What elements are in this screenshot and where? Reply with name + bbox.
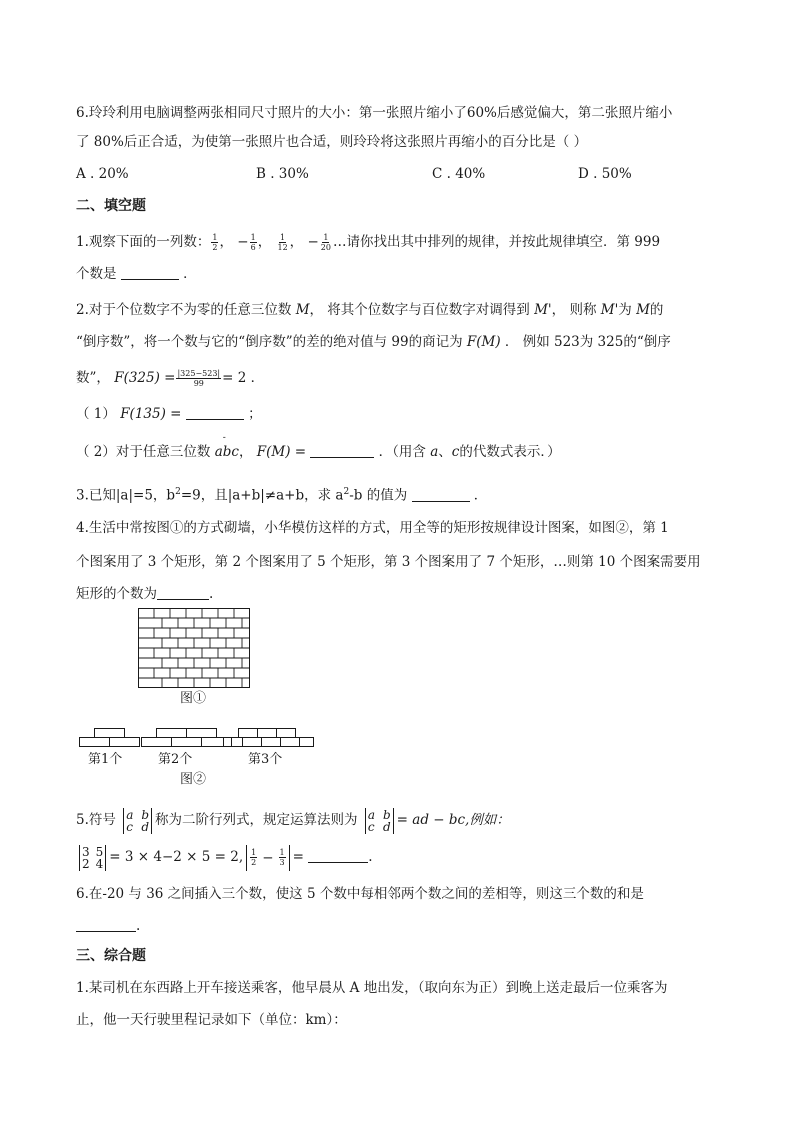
pattern1-brick <box>110 738 140 747</box>
fill1-line1: 1.观察下面的一列数： $\frac{1}{2}$ ， − $\frac{1}{6}$ ， $\frac{1}{12}$ ， − $\frac{1}{20}$ …请你找出其中排列的规律，并按此规律填空．第 999 <box>76 233 661 252</box>
pattern3-brick <box>262 738 281 747</box>
determinant-question: $\frac{1}{2}$ − $\frac{1}{3}$ <box>246 844 290 872</box>
fill1-suffix: …请你找出其中排列的规律，并按此规律填空．第 999 <box>332 234 661 250</box>
answer-blank[interactable] <box>412 487 470 502</box>
q6-line1: 6.玲玲利用电脑调整两张相同尺寸照片的大小：第一张照片缩小了60%后感觉偏大，第二张照片缩小 <box>76 105 673 121</box>
brick-patterns-figure <box>78 720 318 750</box>
q6-option-a[interactable]: A . 20% <box>76 166 129 182</box>
fill1-prefix: 1.观察下面的一列数： <box>76 234 211 250</box>
brick-wall-figure <box>138 608 250 688</box>
determinant-rule: a b c d <box>365 808 394 834</box>
fraction: $\frac{1}{20}$ <box>320 233 331 252</box>
pattern2-brick <box>202 738 232 747</box>
fraction: $\frac{1}{12}$ <box>277 233 288 252</box>
fig1-label: 图① <box>180 691 207 706</box>
pattern2-label: 第2个 <box>158 752 193 767</box>
pattern3-brick <box>300 738 314 747</box>
fraction: $\frac{1}{6}$ <box>250 233 256 252</box>
answer-blank[interactable] <box>121 265 179 280</box>
pattern3-brick <box>258 729 277 738</box>
answer-blank[interactable] <box>76 917 136 932</box>
section-heading-fill-in: 二、填空题 <box>76 198 146 214</box>
fill6-line1: 6.在-20 与 36 之间插入三个数，使这 5 个数中每相邻两个数之间的差相等，则这三个数的和是 <box>76 886 644 902</box>
pattern1-brick <box>80 738 110 747</box>
determinant-example: 3 5 2 4 <box>79 845 106 871</box>
pattern2-brick <box>157 729 187 738</box>
pattern3-brick <box>281 738 300 747</box>
pattern2-brick <box>172 738 202 747</box>
section-heading-comprehensive: 三、综合题 <box>76 948 146 964</box>
fill4-line1: 4.生活中常按图①的方式砌墙，小华模仿这样的方式，用全等的矩形按规律设计图案，如图②，第 1 <box>76 520 669 536</box>
fill2-sub1: （ 1） F(135) = ； <box>76 406 262 422</box>
pattern2-brick <box>187 729 217 738</box>
fill1-line2: 个数是 ． <box>76 266 197 282</box>
pattern3-label: 第3个 <box>248 752 283 767</box>
fill2-line2: “倒序数”，将一个数与它的“倒序数”的差的绝对值与 99的商记为 F(M) ． 例如 523为 325的“倒序 <box>76 334 671 350</box>
determinant-symbol: a b c d <box>123 808 152 834</box>
fill3-line: 3.已知|a|=5，$b^2=9$，且|a+b|≠a+b，求 $a^2-b$ 的值为 ． <box>76 487 488 504</box>
fig2-label: 图② <box>180 772 207 787</box>
fraction: $\frac{|325-523|}{99}$ <box>177 369 221 388</box>
pattern3-brick <box>277 729 296 738</box>
answer-blank[interactable] <box>308 848 368 863</box>
comp1-line1: 1.某司机在东西路上开车接送乘客，他早晨从 A 地出发，（取向东为正）到晚上送走最后一位乘客为 <box>76 980 668 996</box>
pattern3-brick <box>243 738 262 747</box>
pattern1-brick <box>95 729 125 738</box>
fill2-sub2: （ 2）对于任意三位数 abc - ， F(M) = ．（用含 a、c的代数式表示．） <box>76 433 561 460</box>
fill5-line1: 5.符号 a b c d 称为二阶行列式，规定运算法则为 a b c d = ad − bc,例如： <box>76 807 510 834</box>
pattern1-label: 第1个 <box>88 752 123 767</box>
q6-option-d[interactable]: D . 50% <box>578 166 632 182</box>
pattern2-brick <box>142 738 172 747</box>
fill6-line2: . <box>76 916 726 936</box>
q6-line2: 了 80%后正合适，为使第一张照片也合适，则玲玲将这张照片再缩小的百分比是（ ） <box>76 134 588 150</box>
fraction: $\frac{1}{2}$ <box>212 233 218 252</box>
fill4-line3: 矩形的个数为 . <box>76 586 214 602</box>
q6-option-c[interactable]: C . 40% <box>432 166 486 182</box>
fill4-line2: 个图案用了 3 个矩形，第 2 个图案用了 5 个矩形，第 3 个图案用了 7 个矩形，…则第 10 个图案需要用 <box>76 554 701 570</box>
comp1-line2: 止，他一天行驶里程记录如下（单位：km）： <box>76 1012 347 1028</box>
fill2-line1: 2.对于个位数字不为零的任意三位数 M， 将其个位数字与百位数字对调得到 M'， 则称 M'为 M的 <box>76 302 664 318</box>
answer-blank[interactable] <box>186 405 244 420</box>
pattern3-brick <box>224 738 243 747</box>
fill5-line2: 3 5 2 4 = 3 × 4−2 × 5 = 2, $\frac{1}{2}$ − $\frac{1}{3}$ = . <box>76 843 726 872</box>
fill2-line3: 数”， F(325) = $\frac{|325-523|}{99}$ = 2 ． <box>76 369 265 388</box>
q6-option-b[interactable]: B . 30% <box>256 166 309 182</box>
pattern3-brick <box>239 729 258 738</box>
answer-blank[interactable] <box>157 585 209 600</box>
answer-blank[interactable] <box>310 443 374 458</box>
